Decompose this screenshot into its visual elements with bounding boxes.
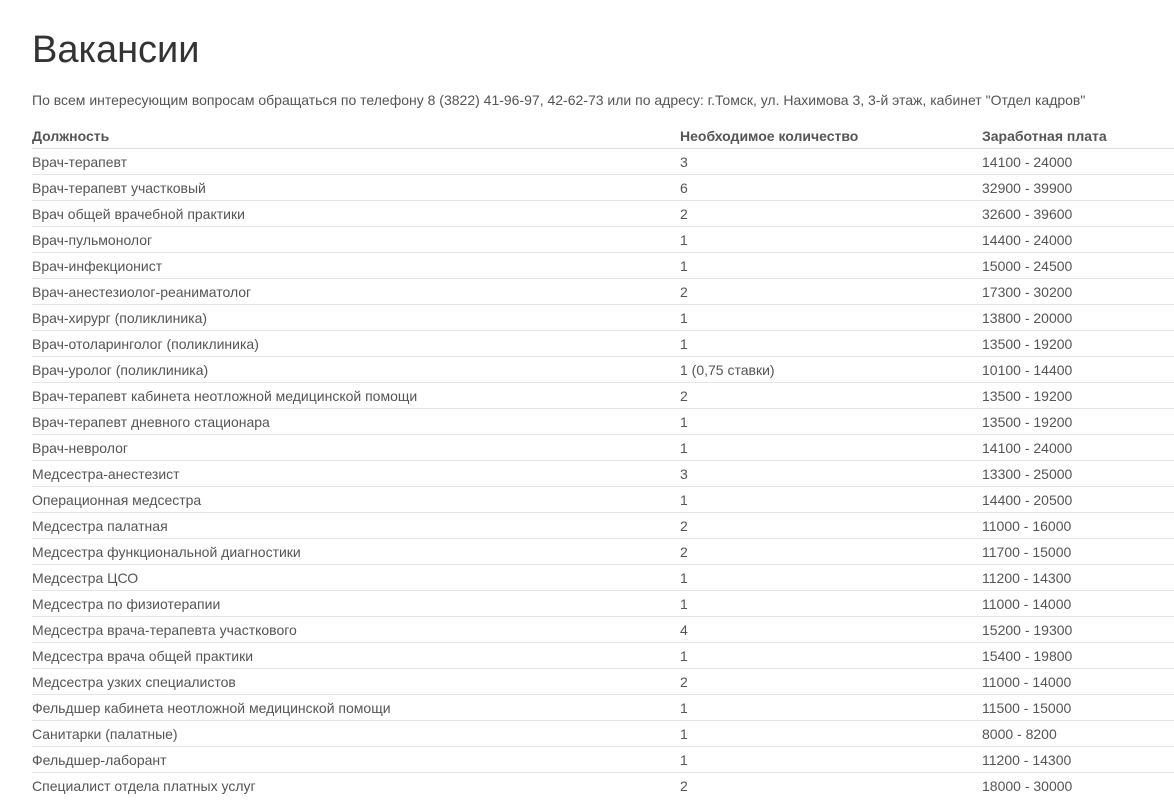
cell-position: Врач-инфекционист	[32, 253, 680, 279]
cell-salary: 15000 - 24500	[982, 253, 1174, 279]
cell-quantity: 2	[680, 201, 982, 227]
cell-quantity: 6	[680, 175, 982, 201]
cell-quantity: 1	[680, 331, 982, 357]
cell-quantity: 1	[680, 643, 982, 669]
cell-salary: 14400 - 24000	[982, 227, 1174, 253]
cell-quantity: 2	[680, 383, 982, 409]
cell-quantity: 1	[680, 253, 982, 279]
table-row	[32, 539, 1174, 565]
cell-salary: 10100 - 14400	[982, 357, 1174, 383]
column-header-quantity: Необходимое количество	[680, 124, 982, 149]
cell-position: Врач-терапевт участковый	[32, 175, 680, 201]
table-row	[32, 513, 1174, 539]
table-row	[32, 565, 1174, 591]
cell-position: Врач-хирург (поликлиника)	[32, 305, 680, 331]
cell-quantity: 2	[680, 777, 688, 794]
vacancies-table	[32, 124, 1174, 798]
cell-position: Медсестра врача общей практики	[32, 643, 680, 669]
cell-quantity: 1	[680, 747, 982, 773]
table-row	[32, 409, 1174, 435]
cell-salary: 14100 - 24000	[982, 149, 1174, 175]
cell-quantity: 2	[680, 279, 982, 305]
contact-info: По всем интересующим вопросам обращаться по телефону 8 (3822) 41-96-97, 42-62-73 или по адресу: г.Томск, ул. Нахимова 3, 3-й этаж, кабинет "Отдел кадров"	[32, 92, 1086, 108]
cell-salary: 32900 - 39900	[982, 175, 1174, 201]
cell-salary: 13500 - 19200	[982, 331, 1174, 357]
cell-position: Медсестра палатная	[32, 513, 680, 539]
table-row	[32, 773, 1174, 799]
column-header-position: Должность	[32, 124, 680, 149]
cell-quantity: 3	[680, 461, 982, 487]
cell-salary: 13800 - 20000	[982, 305, 1174, 331]
table-row	[32, 279, 1174, 305]
cell-position: Врач-пульмонолог	[32, 227, 680, 253]
cell-position: Санитарки (палатные)	[32, 721, 680, 747]
table-row	[32, 201, 1174, 227]
cell-salary: 11500 - 15000	[982, 695, 1174, 721]
cell-position: Медсестра врача-терапевта участкового	[32, 617, 680, 643]
table-row	[32, 461, 1174, 487]
cell-position: Специалист отдела платных услуг	[32, 777, 256, 794]
cell-salary: 11000 - 16000	[982, 513, 1174, 539]
cell-position: Врач общей врачебной практики	[32, 201, 680, 227]
cell-position: Врач-терапевт	[32, 149, 680, 175]
cell-position: Операционная медсестра	[32, 487, 680, 513]
cell-quantity: 1	[680, 591, 982, 617]
table-body	[32, 149, 1174, 799]
cell-salary: 11200 - 14300	[982, 565, 1174, 591]
cell-position: Врач-анестезиолог-реаниматолог	[32, 279, 680, 305]
cell-salary: 11200 - 14300	[982, 747, 1174, 773]
cell-quantity: 1	[680, 435, 982, 461]
cell-position: Фельдшер кабинета неотложной медицинской помощи	[32, 695, 680, 721]
table-row	[32, 383, 1174, 409]
cell-quantity: 1	[680, 409, 982, 435]
table-row	[32, 149, 1174, 175]
cell-quantity: 1 (0,75 ставки)	[680, 357, 982, 383]
cell-quantity: 1	[680, 305, 982, 331]
cell-quantity: 4	[680, 617, 982, 643]
cell-position: Врач-отоларинголог (поликлиника)	[32, 331, 680, 357]
table-row	[32, 591, 1174, 617]
table-row	[32, 175, 1174, 201]
cell-salary: 32600 - 39600	[982, 201, 1174, 227]
table-row	[32, 357, 1174, 383]
cell-position: Врач-невролог	[32, 435, 680, 461]
cell-quantity: 2	[680, 513, 982, 539]
table-row	[32, 695, 1174, 721]
cell-position: Врач-терапевт дневного стационара	[32, 409, 680, 435]
cell-salary: 11000 - 14000	[982, 591, 1174, 617]
cell-quantity: 1	[680, 487, 982, 513]
cell-position: Фельдшер-лаборант	[32, 747, 680, 773]
cell-salary: 13500 - 19200	[982, 409, 1174, 435]
table-row	[32, 617, 1174, 643]
cell-position: Медсестра-анестезист	[32, 461, 680, 487]
cell-salary: 11000 - 14000	[982, 669, 1174, 695]
cell-quantity: 3	[680, 149, 982, 175]
cell-quantity: 1	[680, 721, 982, 747]
cell-position: Медсестра функциональной диагностики	[32, 539, 680, 565]
column-header-salary: Заработная плата	[982, 124, 1174, 149]
table-row	[32, 487, 1174, 513]
cell-salary: 17300 - 30200	[982, 279, 1174, 305]
cell-salary: 14100 - 24000	[982, 435, 1174, 461]
cell-salary: 15200 - 19300	[982, 617, 1174, 643]
table-header-row	[32, 124, 1174, 149]
cell-salary: 18000 - 30000	[982, 777, 1073, 794]
table-row	[32, 253, 1174, 279]
table-row	[32, 227, 1174, 253]
table-row	[32, 721, 1174, 747]
cell-position: Медсестра ЦСО	[32, 565, 680, 591]
page-title: Вакансии	[32, 29, 200, 71]
table-row	[32, 669, 1174, 695]
cell-quantity: 1	[680, 227, 982, 253]
cell-salary: 14400 - 20500	[982, 487, 1174, 513]
table-row	[32, 305, 1174, 331]
cell-quantity: 2	[680, 539, 982, 565]
cell-salary: 11700 - 15000	[982, 539, 1174, 565]
table-row	[32, 435, 1174, 461]
cell-position: Врач-терапевт кабинета неотложной медицинской помощи	[32, 383, 680, 409]
cell-salary: 8000 - 8200	[982, 721, 1174, 747]
table-row	[32, 643, 1174, 669]
cell-quantity: 2	[680, 669, 982, 695]
cell-position: Врач-уролог (поликлиника)	[32, 357, 680, 383]
cell-salary: 13300 - 25000	[982, 461, 1174, 487]
cell-quantity: 1	[680, 565, 982, 591]
cell-position: Медсестра по физиотерапии	[32, 591, 680, 617]
cell-position: Медсестра узких специалистов	[32, 669, 680, 695]
cell-quantity: 1	[680, 695, 982, 721]
cell-salary: 13500 - 19200	[982, 383, 1174, 409]
cell-salary: 15400 - 19800	[982, 643, 1174, 669]
table-row	[32, 747, 1174, 773]
table-row	[32, 331, 1174, 357]
